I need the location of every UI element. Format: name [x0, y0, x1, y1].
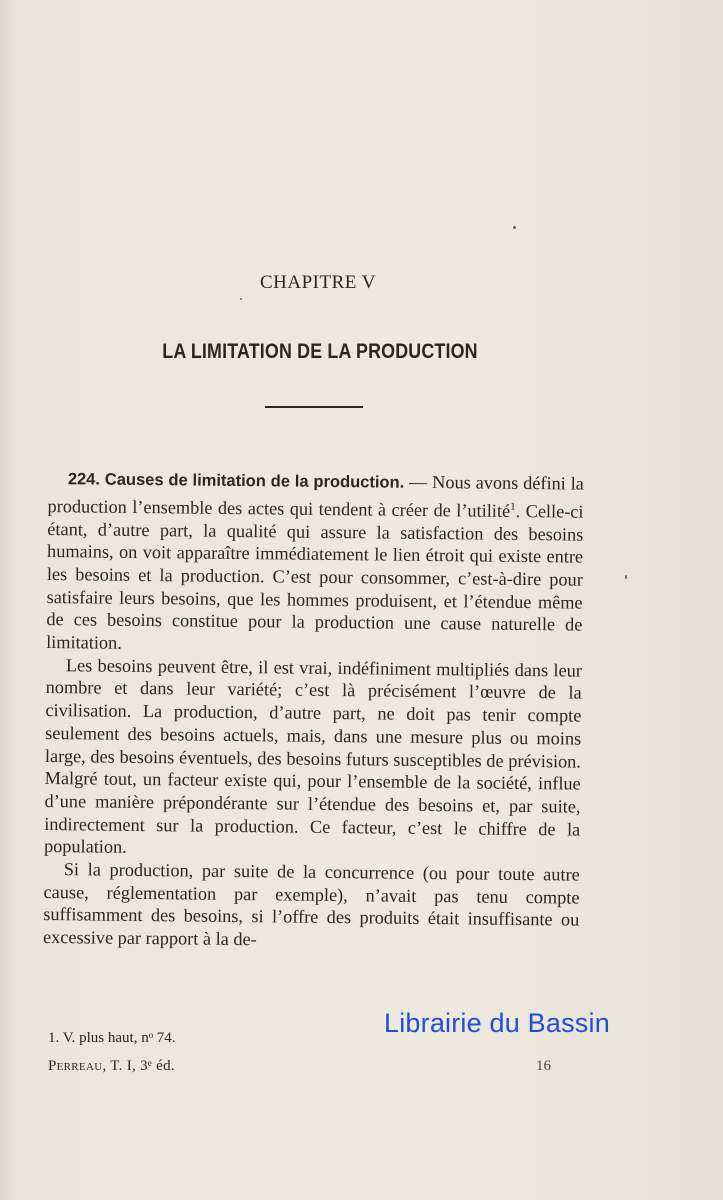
chapter-label: CHAPITRE V	[259, 272, 377, 293]
signature-mark: 16	[536, 1058, 551, 1074]
section-heading: Causes de limitation de la production.	[104, 470, 405, 492]
watermark: Librairie du Bassin	[384, 1008, 610, 1038]
paper-speck	[240, 298, 242, 300]
paragraph-1	[46, 467, 584, 659]
paragraph-1-rest: . Celle-ci étant, d’autre part, la qualité qui assure la satisfaction des besoins humains, on voit apparaître immédiatement le lien étroit qui existe entre les besoins et la production. C’est pour consommer, c’est-à-dire pour satisfaire leurs besoins, que les hommes produisent, et l’étendue même de ces besoins constitue pour la production une cause naturelle de limitation.	[46, 500, 584, 653]
signature-volume: , T. I, 3ᵉ éd.	[102, 1058, 175, 1074]
footnote: 1. V. plus haut, nᵒ 74.	[48, 1030, 176, 1046]
body-text	[43, 467, 584, 954]
title-divider	[265, 406, 363, 408]
signature-author: Perreau	[48, 1058, 103, 1074]
signature-line	[48, 1058, 175, 1075]
paragraph-1-lead: Nous avons défini la production l’ensemble des actes qui tendent à créer de l’utilité	[47, 471, 584, 521]
section-number: 224.	[67, 470, 101, 489]
chapter-title: LA LIMITATION DE LA PRODUCTION	[162, 340, 478, 363]
paragraph-3: Si la production, par suite de la concurrence (ou pour toute autre cause, réglementation par exemple), n’avait pas tenu compte suffisamment des besoins, si l’offre des produits était insuffisante ou excessive par rapport à la de-	[42, 859, 580, 950]
footnote-ref: 1	[510, 500, 516, 513]
section-dash: —	[408, 471, 428, 492]
paragraph-2: Les besoins peuvent être, il est vrai, indéfiniment multipliés dans leur nombre et dans leur variété; c’est là précisément l’œuvre de la civilisation. La production, d’autre part, ne doit pas tenir compte seulement des besoins actuels, mais, dans une mesure plus ou moins large, des besoins éventuels, des besoins futurs susceptibles de prévision. Malgré tout, un facteur existe qui, pour l’ensemble de la société, influe d’une manière prépondérante sur l’étendue des besoins et, par suite, indirectement sur la production. Ce facteur, c’est le chiffre de la population.	[43, 654, 583, 858]
paper-speck	[625, 575, 627, 579]
paper-speck	[513, 226, 516, 229]
